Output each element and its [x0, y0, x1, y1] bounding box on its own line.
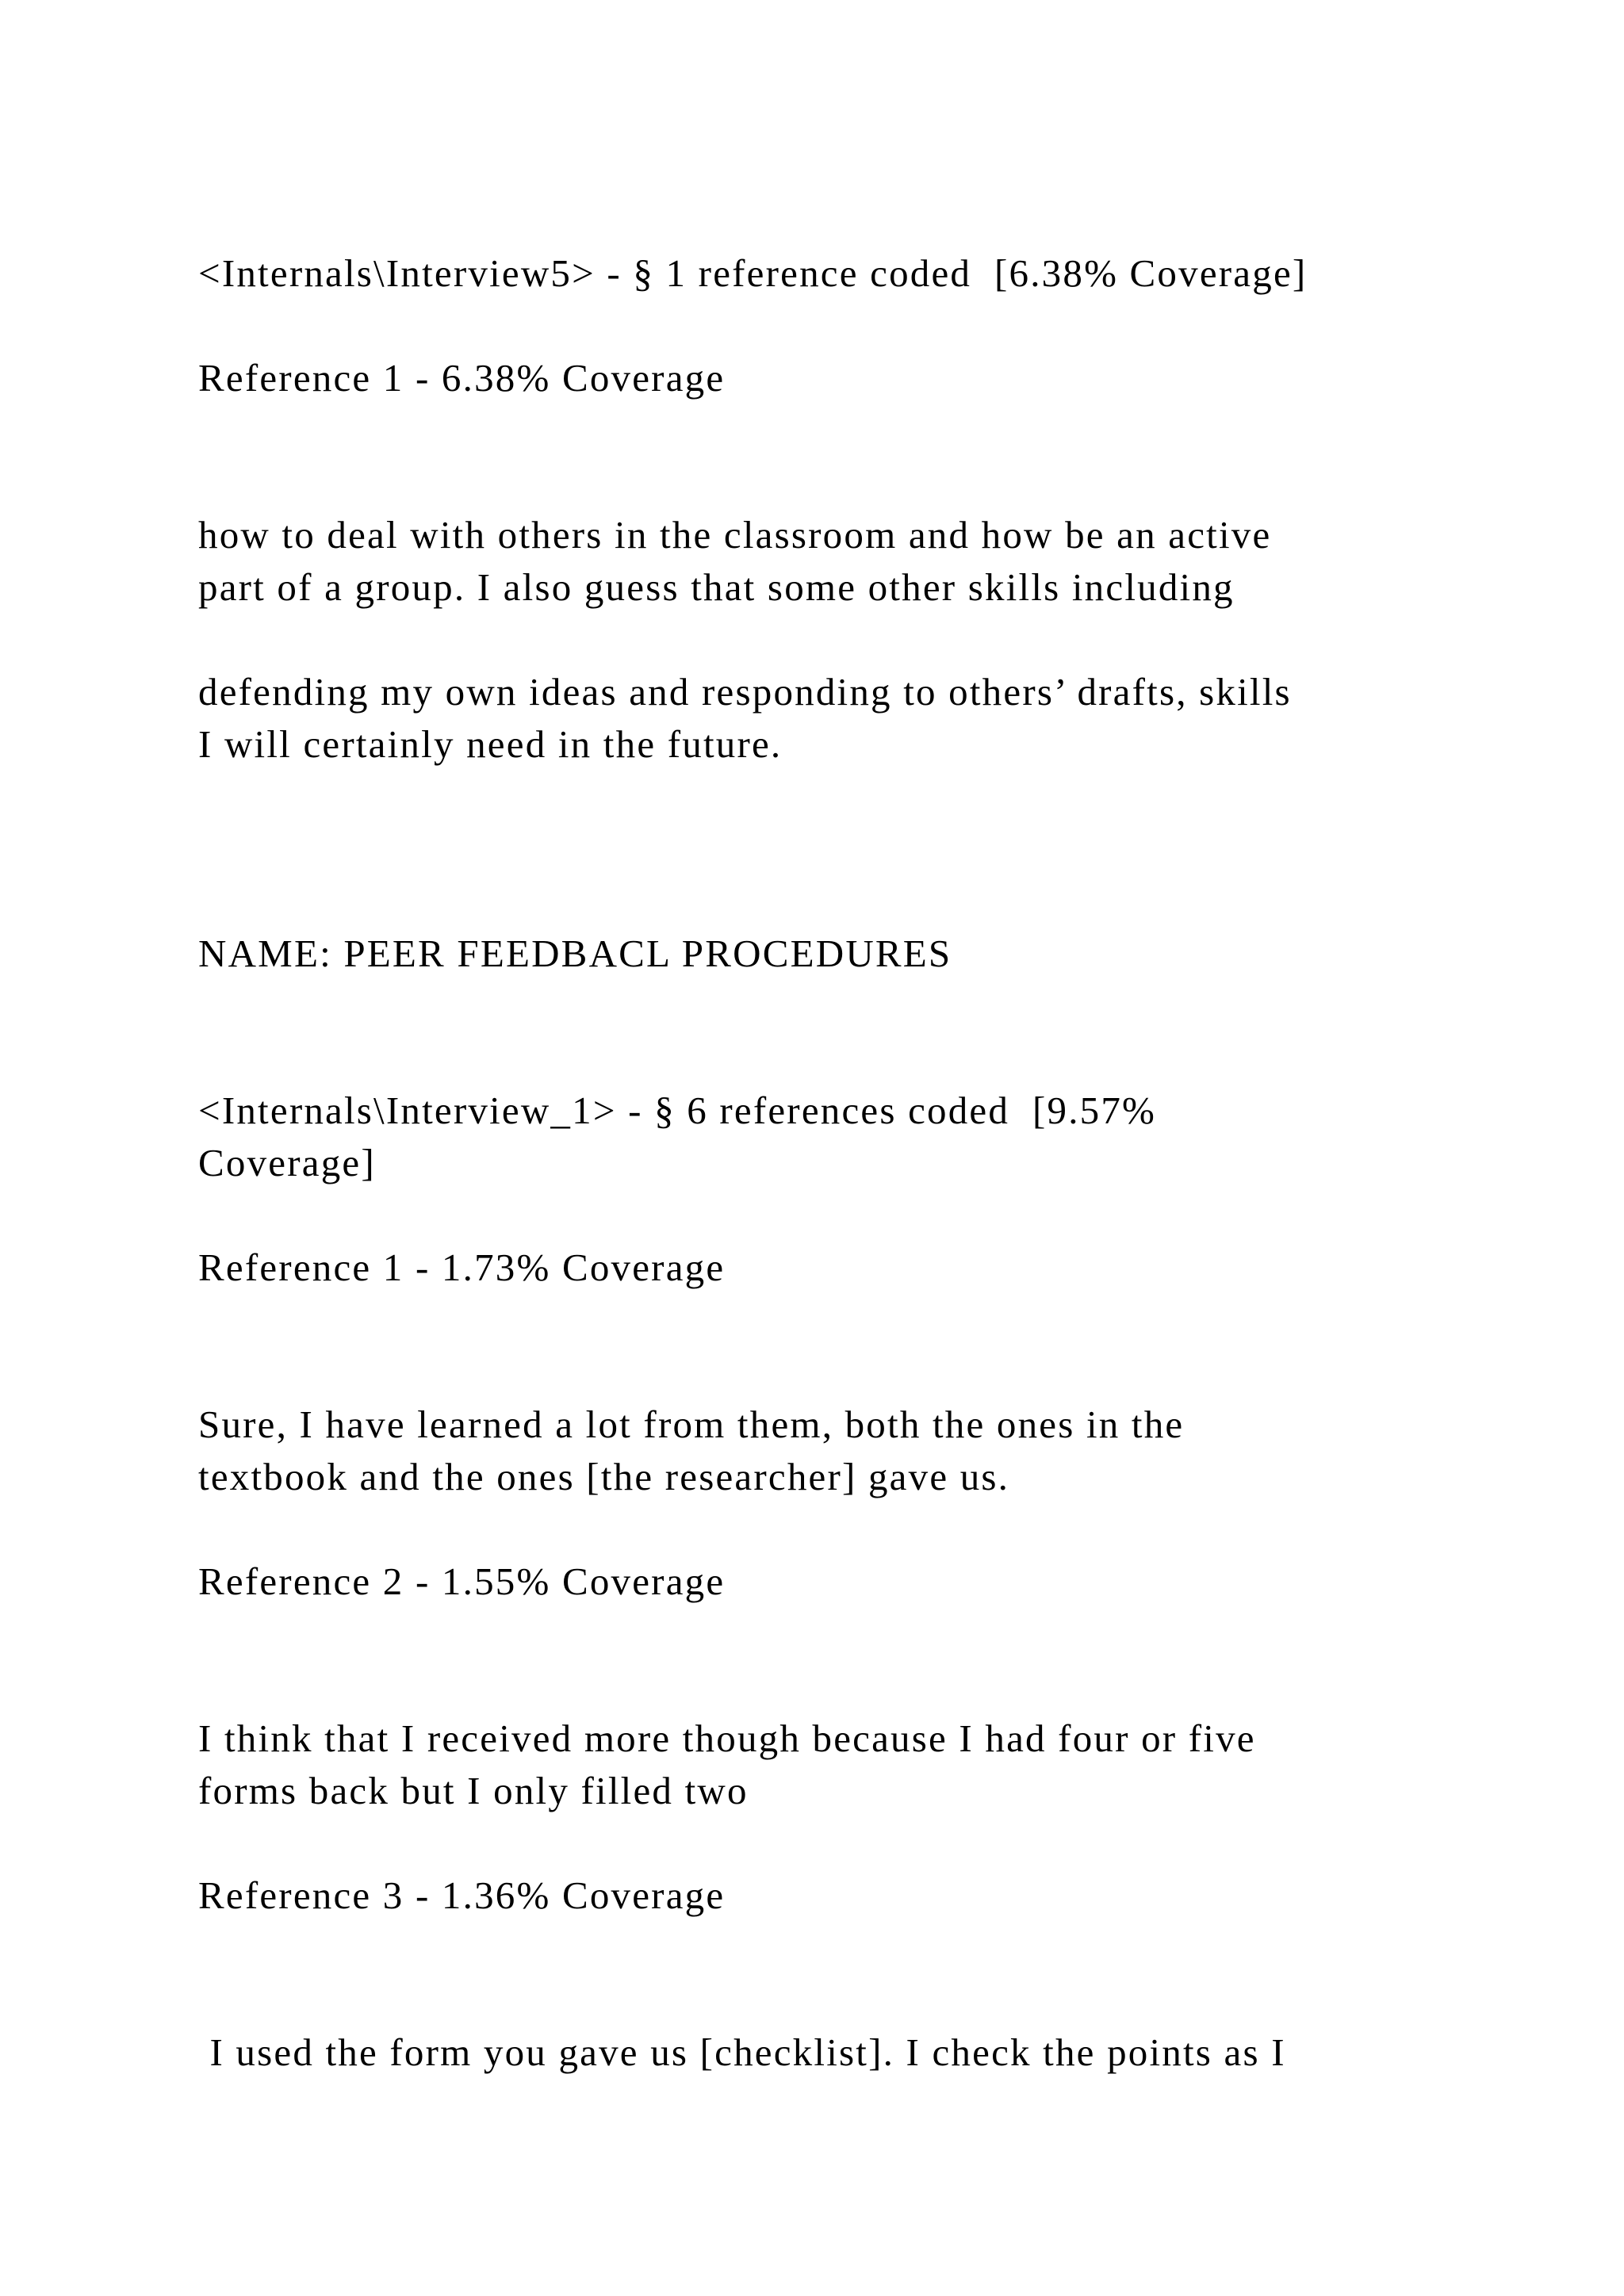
internals-interview1-header: <Internals\Interview_1> - § 6 references coded [9.57% [198, 1089, 1157, 1132]
internals-interview1-header-cont: Coverage] [198, 1141, 376, 1184]
reference-heading: Reference 1 - 6.38% Coverage [198, 356, 726, 400]
quote-line: textbook and the ones [the researcher] gave us. [198, 1455, 1010, 1498]
quote-line: how to deal with others in the classroom and how be an active [198, 513, 1272, 557]
quote-line: Sure, I have learned a lot from them, both the ones in the [198, 1402, 1185, 1446]
quote-line: I will certainly need in the future. [198, 722, 783, 766]
reference-heading: Reference 2 - 1.55% Coverage [198, 1559, 726, 1603]
quote-line: I think that I received more though because I had four or five [198, 1716, 1256, 1760]
node-name-heading: NAME: PEER FEEDBACL PROCEDURES [198, 932, 952, 975]
quote-line: defending my own ideas and responding to others’ drafts, skills [198, 670, 1292, 714]
quote-line: I used the form you gave us [checklist]. I check the points as I [198, 2030, 1286, 2074]
internals-interview5-header: <Internals\Interview5> - § 1 reference coded [6.38% Coverage] [198, 251, 1308, 295]
reference-heading: Reference 3 - 1.36% Coverage [198, 1873, 726, 1917]
reference-heading: Reference 1 - 1.73% Coverage [198, 1246, 726, 1289]
quote-line: forms back but I only filled two [198, 1769, 749, 1812]
quote-line: part of a group. I also guess that some other skills including [198, 565, 1235, 609]
